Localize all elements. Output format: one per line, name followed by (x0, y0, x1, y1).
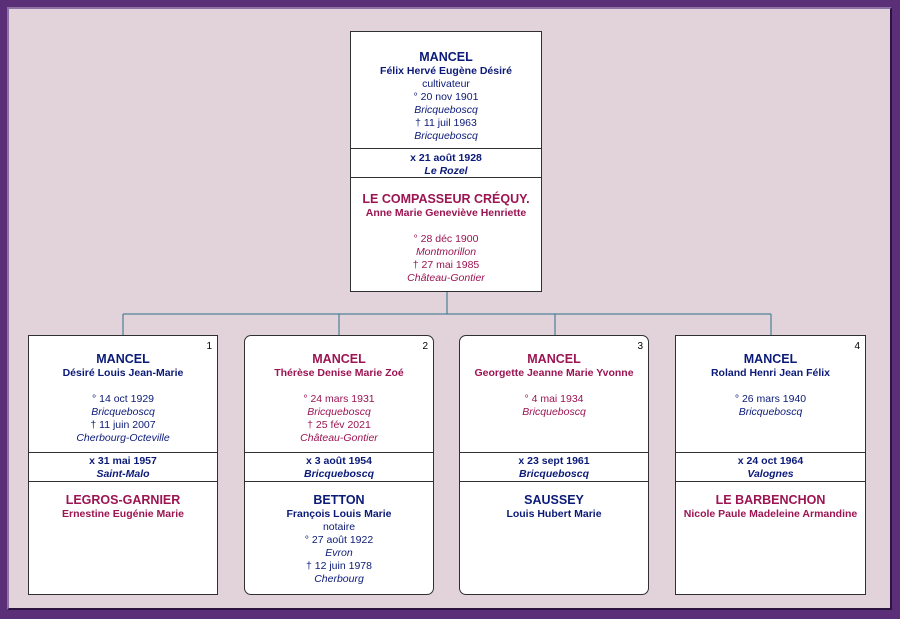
wife-birth-date: ° 28 déc 1900 (413, 233, 479, 245)
child-marriage-section (460, 452, 648, 481)
child-marriage-place: Bricqueboscq (518, 468, 589, 480)
child-given-names: Georgette Jeanne Marie Yvonne (474, 367, 634, 379)
child-marriage-place: Bricqueboscq (303, 468, 374, 480)
husband-death-date: † 11 juil 1963 (415, 117, 477, 129)
child-death-date: † 11 juin 2007 (90, 419, 156, 431)
husband-occupation: cultivateur (422, 78, 470, 90)
child-surname: MANCEL (527, 352, 581, 366)
marriage-date: x 21 août 1928 (410, 152, 482, 164)
husband-given-names: Félix Hervé Eugène Désiré (380, 65, 512, 77)
child-number: 1 (206, 341, 212, 352)
child-marriage-place: Saint-Malo (96, 468, 150, 480)
spouse-surname: SAUSSEY (524, 493, 584, 507)
spouse-given-names: Ernestine Eugénie Marie (62, 508, 184, 520)
child-number: 2 (422, 341, 428, 352)
husband-birth-place: Bricqueboscq (414, 104, 478, 116)
child-birth-place: Bricqueboscq (307, 406, 371, 418)
child-blank-line (245, 380, 433, 393)
marriage-place: Le Rozel (424, 165, 468, 177)
spouse-given-names: François Louis Marie (286, 508, 392, 520)
spouse-given-names: Louis Hubert Marie (506, 508, 602, 520)
child-birth-date: ° 26 mars 1940 (734, 393, 807, 405)
child-surname: MANCEL (743, 352, 798, 366)
child-given-names: Roland Henri Jean Félix (710, 367, 831, 379)
marriage-section (351, 148, 541, 178)
child-death-date: † 25 fév 2021 (307, 419, 371, 431)
child-marriage-date: x 3 août 1954 (306, 455, 372, 467)
child-blank-line (676, 380, 865, 393)
wife-section (351, 177, 541, 285)
child-section (676, 351, 865, 419)
child-birth-date: ° 4 mai 1934 (524, 393, 584, 405)
spouse-section (245, 481, 433, 586)
spouse-death-date: † 12 juin 1978 (306, 560, 372, 572)
wife-death-place: Château-Gontier (407, 272, 485, 284)
child-section (460, 351, 648, 419)
child-birth-place: Bricqueboscq (738, 406, 803, 418)
child-surname: MANCEL (312, 352, 366, 366)
husband-death-place: Bricqueboscq (414, 130, 478, 142)
spouse-section (29, 481, 217, 521)
husband-section (351, 49, 541, 143)
child-marriage-date: x 31 mai 1957 (89, 455, 157, 467)
child-birth-date: ° 24 mars 1931 (303, 393, 375, 405)
wife-blank-line (351, 220, 541, 233)
child-blank-line (460, 380, 648, 393)
wife-death-date: † 27 mai 1985 (412, 259, 480, 271)
child-given-names: Désiré Louis Jean-Marie (62, 367, 184, 379)
spouse-birth-place: Evron (325, 547, 353, 559)
child-marriage-section (676, 452, 865, 481)
child-card-3[interactable] (459, 335, 649, 595)
child-section (245, 351, 433, 445)
tree-canvas (7, 7, 892, 610)
child-number: 3 (637, 341, 643, 352)
spouse-birth-date: ° 27 août 1922 (304, 534, 374, 546)
child-card-1[interactable] (28, 335, 218, 595)
child-card-4[interactable] (675, 335, 866, 595)
spouse-section (676, 481, 865, 521)
child-marriage-section (245, 452, 433, 481)
spouse-given-names: Nicole Paule Madeleine Armandine (683, 508, 858, 520)
child-number: 4 (854, 341, 860, 352)
child-surname: MANCEL (96, 352, 150, 366)
husband-surname: MANCEL (419, 50, 473, 64)
spouse-surname: BETTON (313, 493, 365, 507)
child-blank-line (29, 380, 217, 393)
child-marriage-date: x 23 sept 1961 (518, 455, 590, 467)
child-card-2[interactable] (244, 335, 434, 595)
spouse-death-place: Cherbourg (314, 573, 364, 585)
child-birth-date: ° 14 oct 1929 (92, 393, 154, 405)
child-section (29, 351, 217, 445)
child-birth-place: Bricqueboscq (522, 406, 586, 418)
wife-surname: LE COMPASSEUR CRÉQUY. (362, 192, 530, 206)
child-marriage-place: Valognes (747, 468, 794, 480)
spouse-surname: LEGROS-GARNIER (65, 493, 181, 507)
child-death-place: Château-Gontier (300, 432, 378, 444)
child-given-names: Thérèse Denise Marie Zoé (274, 367, 404, 379)
wife-birth-place: Montmorillon (415, 246, 477, 258)
husband-birth-date: ° 20 nov 1901 (413, 91, 479, 103)
parents-card[interactable] (350, 31, 542, 292)
spouse-surname: LE BARBENCHON (715, 493, 826, 507)
spouse-occupation: notaire (322, 521, 356, 533)
wife-given-names: Anne Marie Geneviève Henriette (365, 207, 527, 219)
child-marriage-section (29, 452, 217, 481)
child-death-place: Cherbourg-Octeville (76, 432, 170, 444)
child-marriage-date: x 24 oct 1964 (737, 455, 804, 467)
spouse-section (460, 481, 648, 521)
child-birth-place: Bricqueboscq (91, 406, 155, 418)
